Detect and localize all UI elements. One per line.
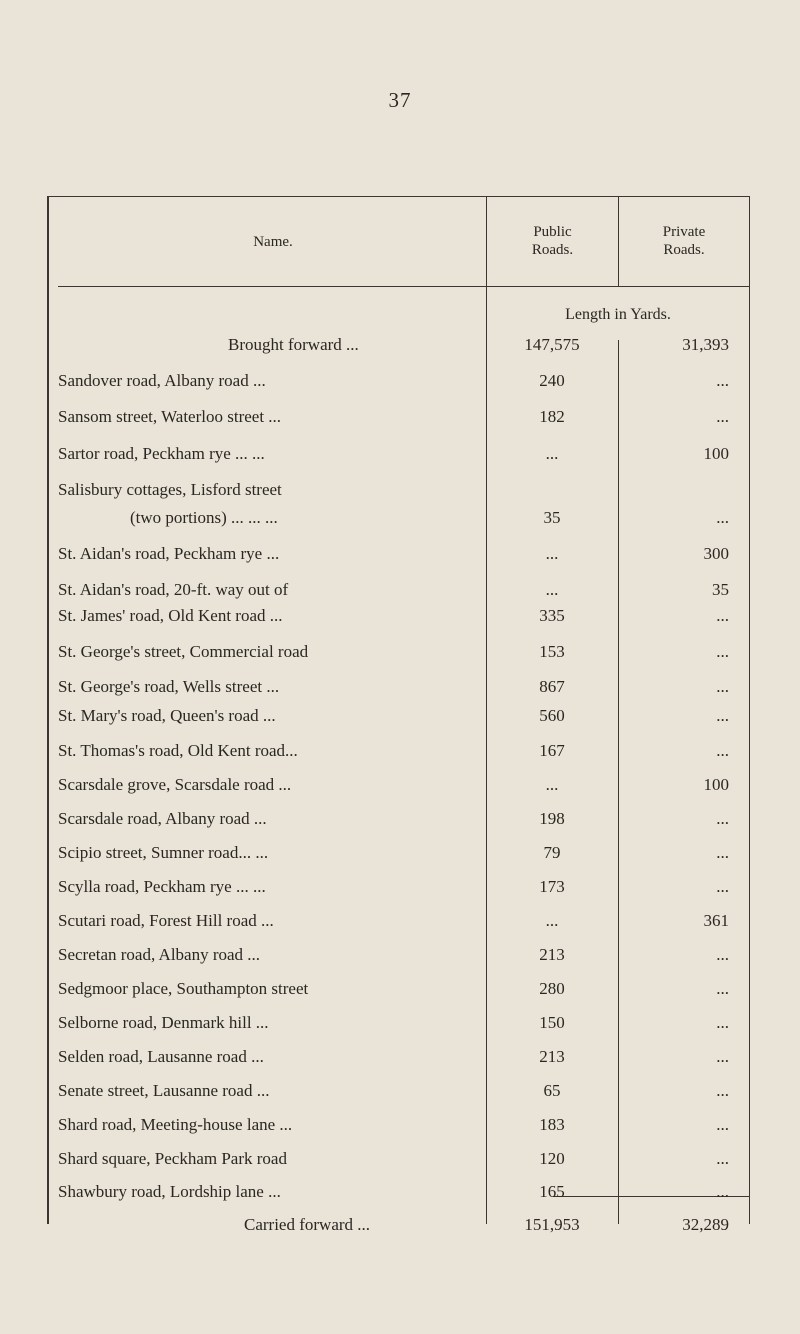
table-row (58, 331, 758, 359)
table-row (58, 367, 758, 395)
table-row (58, 805, 758, 833)
row-private: ... (716, 877, 729, 896)
row-name: (two portions) ... ... ... (130, 508, 278, 527)
row-public: 198 (539, 809, 565, 828)
row-name: Scylla road, Peckham rye ... ... (58, 877, 266, 896)
row-name: Sandover road, Albany road ... (58, 371, 266, 390)
row-public: 213 (539, 945, 565, 964)
row-private: 100 (703, 444, 729, 463)
row-public: 173 (539, 877, 565, 896)
table-row (58, 907, 758, 935)
row-private: ... (716, 979, 729, 998)
row-public: 182 (539, 407, 565, 426)
row-private: ... (716, 1047, 729, 1066)
column-header-public (487, 223, 618, 259)
unit-label: Length in Yards. (565, 306, 671, 323)
table-row-total (58, 1211, 758, 1239)
table-row (58, 638, 758, 666)
row-public: 183 (539, 1115, 565, 1134)
column-header-private-line2: Roads. (663, 242, 705, 258)
row-private: ... (716, 706, 729, 725)
table-row (58, 476, 758, 504)
row-public: 147,575 (524, 335, 580, 354)
row-public: ... (545, 911, 559, 930)
table-row (58, 673, 758, 701)
row-private: ... (716, 371, 729, 390)
row-private: ... (716, 508, 729, 527)
row-name: Shard road, Meeting-house lane ... (58, 1115, 293, 1134)
row-private: ... (716, 843, 729, 862)
row-name: St. Mary's road, Queen's road ... (58, 706, 276, 725)
table-row (58, 602, 758, 630)
row-public: 153 (539, 642, 565, 661)
table-row (58, 440, 758, 468)
row-name: Brought forward ... (228, 335, 359, 354)
row-name: Scarsdale road, Albany road ... (58, 809, 267, 828)
table-row (58, 403, 758, 431)
table-row (58, 737, 758, 765)
row-name: Salisbury cottages, Lisford street (58, 480, 282, 499)
row-name: Shawbury road, Lordship lane ... (58, 1182, 281, 1201)
row-public: 151,953 (524, 1215, 580, 1234)
row-public: 560 (539, 706, 565, 725)
table-row (58, 873, 758, 901)
row-public: 335 (539, 606, 565, 625)
row-name: Sansom street, Waterloo street ... (58, 407, 282, 426)
row-private: ... (716, 407, 729, 426)
column-header-public-line1: Public (533, 224, 572, 240)
header-bottom-rule (58, 286, 750, 287)
table-row (58, 941, 758, 969)
row-name: Selden road, Lausanne road ... (58, 1047, 264, 1066)
row-private: 35 (712, 580, 729, 599)
table-row (58, 702, 758, 730)
row-public: 165 (539, 1182, 565, 1201)
row-public: ... (545, 775, 559, 794)
row-name: Secretan road, Albany road ... (58, 945, 261, 964)
row-name: Sartor road, Peckham rye ... ... (58, 444, 265, 463)
row-name: Scarsdale grove, Scarsdale road ... (58, 775, 292, 794)
left-border (47, 196, 49, 1224)
row-public: 213 (539, 1047, 565, 1066)
row-private: 361 (703, 911, 729, 930)
table-row (58, 1145, 758, 1173)
row-private: ... (716, 741, 729, 760)
table-row (58, 1043, 758, 1071)
table-top-rule (47, 196, 750, 197)
row-private: ... (716, 1182, 729, 1201)
row-public: 150 (539, 1013, 565, 1032)
table-row (58, 839, 758, 867)
row-public: ... (545, 444, 559, 463)
row-public: 120 (539, 1149, 565, 1168)
row-private: ... (716, 945, 729, 964)
page-number: 37 (388, 88, 412, 112)
row-private: 300 (703, 544, 729, 563)
table-row (58, 1009, 758, 1037)
row-public: 167 (539, 741, 565, 760)
row-public: 240 (539, 371, 565, 390)
column-header-public-line2: Roads. (531, 242, 574, 258)
row-name: St. George's street, Commercial road (58, 642, 309, 661)
row-private: ... (716, 1081, 729, 1100)
table-row (58, 1178, 758, 1206)
row-public: 867 (539, 677, 565, 696)
row-public: 79 (543, 843, 561, 862)
row-private: 100 (703, 775, 729, 794)
table-row (58, 504, 758, 532)
row-name: Shard square, Peckham Park road (58, 1149, 287, 1168)
row-name: St. George's road, Wells street ... (58, 677, 280, 696)
row-name: Sedgmoor place, Southampton street (58, 979, 309, 998)
row-public: 65 (543, 1081, 561, 1100)
row-private: ... (716, 1115, 729, 1134)
row-name: Carried forward ... (244, 1215, 371, 1234)
row-name: St. Thomas's road, Old Kent road... (58, 741, 298, 760)
column-header-private-line1: Private (662, 224, 706, 240)
row-name: Scipio street, Sumner road... ... (58, 843, 269, 862)
row-name: Selborne road, Denmark hill ... (58, 1013, 269, 1032)
row-name: Scutari road, Forest Hill road ... (58, 911, 274, 930)
row-name: St. Aidan's road, 20-ft. way out of (58, 580, 289, 599)
row-public: 280 (539, 979, 565, 998)
row-public: 35 (543, 508, 561, 527)
table-row (58, 975, 758, 1003)
table-row (58, 771, 758, 799)
row-name: St. James' road, Old Kent road ... (58, 606, 283, 625)
row-private: ... (716, 1149, 729, 1168)
row-private: ... (716, 606, 729, 625)
row-private: 31,393 (682, 335, 729, 354)
row-private: 32,289 (682, 1215, 729, 1234)
row-public: ... (545, 544, 559, 563)
row-private: ... (716, 1013, 729, 1032)
row-public: ... (545, 580, 559, 599)
table-row (58, 576, 758, 604)
row-name: Senate street, Lausanne road ... (58, 1081, 270, 1100)
row-private: ... (716, 809, 729, 828)
row-name: St. Aidan's road, Peckham rye ... (58, 544, 280, 563)
table-row (58, 1111, 758, 1139)
column-header-name: Name. (253, 234, 293, 250)
row-private: ... (716, 642, 729, 661)
table-row (58, 540, 758, 568)
column-header-private (619, 223, 749, 259)
row-private: ... (716, 677, 729, 696)
table-row (58, 1077, 758, 1105)
